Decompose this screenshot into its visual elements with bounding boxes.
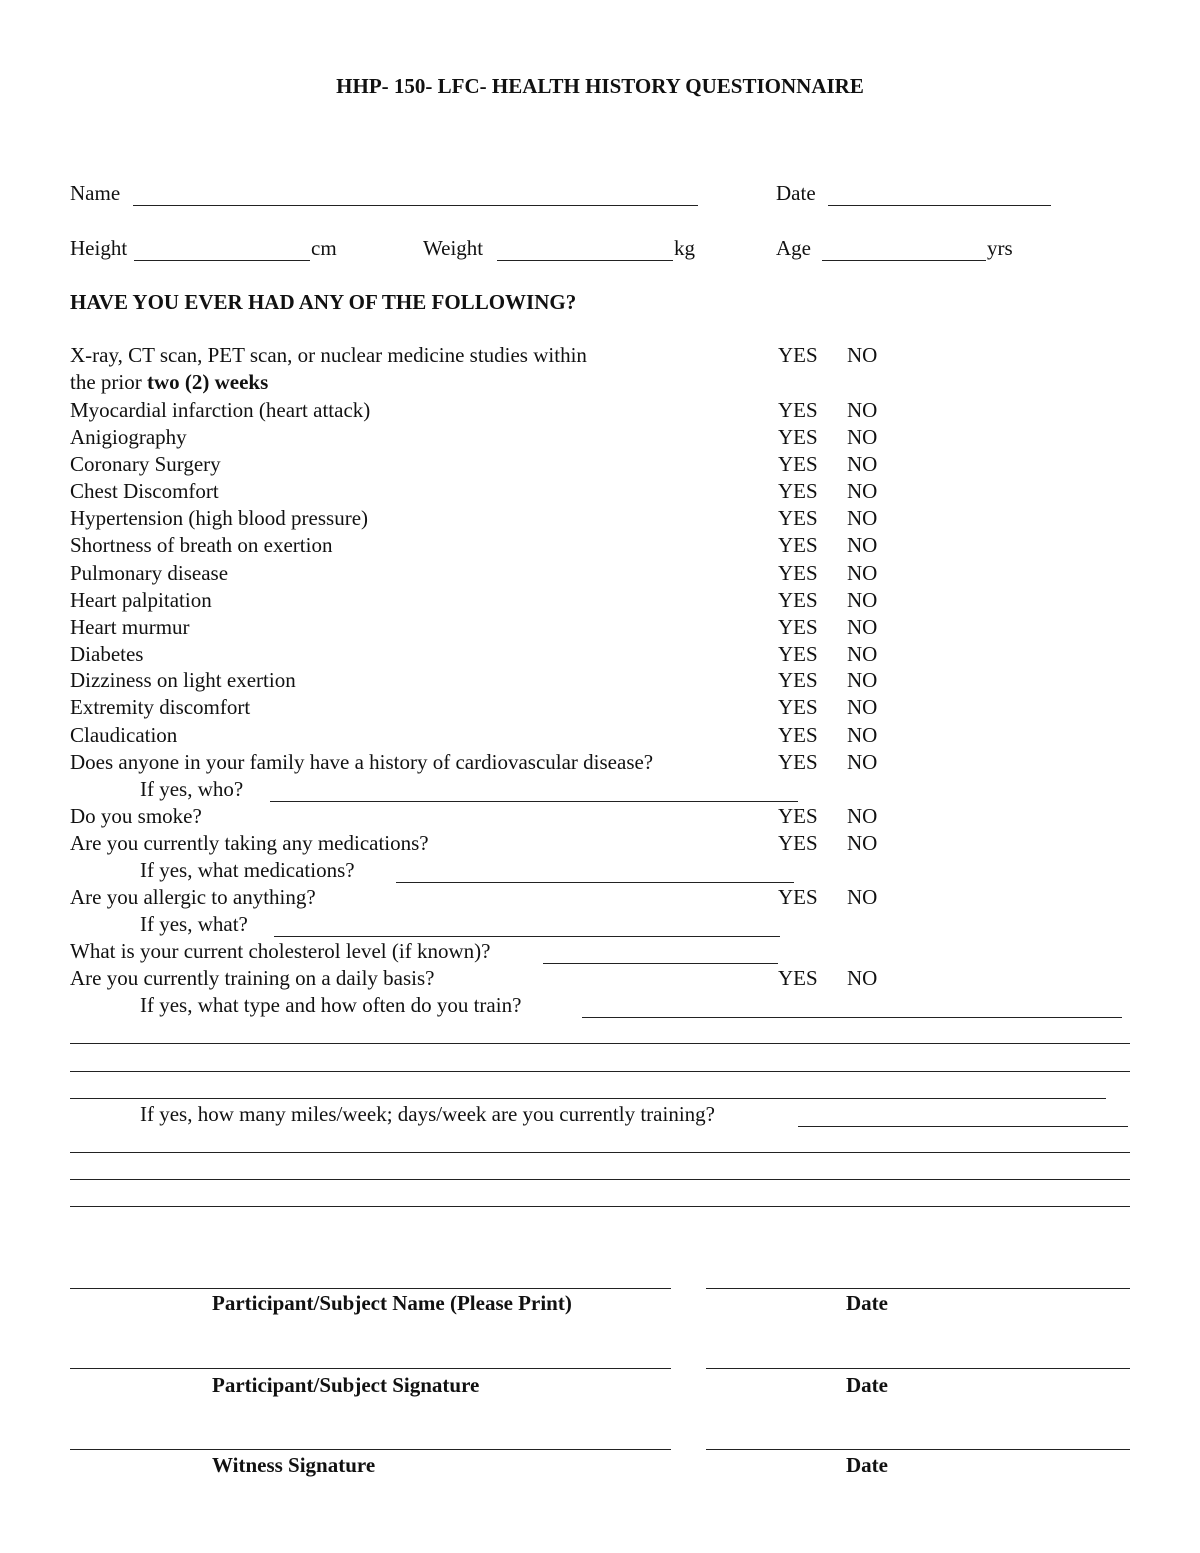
question-item: Hypertension (high blood pressure): [70, 506, 369, 530]
age-unit: yrs: [987, 236, 1013, 260]
question-item: Chest Discomfort: [70, 479, 219, 503]
witness-signature-field[interactable]: [70, 1449, 671, 1450]
if-yes-what-label: If yes, what?: [140, 912, 248, 936]
no-option[interactable]: NO: [847, 642, 878, 666]
no-option[interactable]: NO: [847, 750, 878, 774]
no-option[interactable]: NO: [847, 561, 878, 585]
height-unit: cm: [311, 236, 337, 260]
no-option[interactable]: NO: [847, 966, 878, 990]
yes-option[interactable]: YES: [778, 561, 818, 585]
date-label: Date: [846, 1453, 888, 1477]
height-field[interactable]: [134, 260, 310, 261]
question-xray-line1: X-ray, CT scan, PET scan, or nuclear medicine studies within: [70, 343, 587, 367]
height-label: Height: [70, 236, 128, 260]
if-yes-who-label: If yes, who?: [140, 777, 244, 801]
question-item: Myocardial infarction (heart attack): [70, 398, 371, 422]
question-cholesterol: What is your current cholesterol level (if known)?: [70, 939, 491, 963]
if-yes-what-field[interactable]: [274, 936, 780, 937]
name-label: Name: [70, 181, 121, 205]
yes-option[interactable]: YES: [778, 479, 818, 503]
yes-option[interactable]: YES: [778, 750, 818, 774]
question-item: Shortness of breath on exertion: [70, 533, 333, 557]
question-allergic: Are you allergic to anything?: [70, 885, 316, 909]
date-label: Date: [846, 1373, 888, 1397]
no-option[interactable]: NO: [847, 885, 878, 909]
participant-name-date-field[interactable]: [706, 1288, 1130, 1289]
question-item: Does anyone in your family have a history of cardiovascular disease?: [70, 750, 654, 774]
question-item: Pulmonary disease: [70, 561, 229, 585]
yes-option[interactable]: YES: [778, 831, 818, 855]
question-training: Are you currently training on a daily basis?: [70, 966, 435, 990]
date-label: Date: [846, 1291, 888, 1315]
question-xray-bold: two (2) weeks: [146, 370, 269, 394]
cholesterol-field[interactable]: [543, 963, 778, 964]
yes-option[interactable]: YES: [778, 452, 818, 476]
question-xray-prefix: the prior: [70, 370, 147, 394]
no-option[interactable]: NO: [847, 831, 878, 855]
yes-option[interactable]: YES: [778, 885, 818, 909]
miles-field[interactable]: [798, 1126, 1128, 1127]
question-item: Heart murmur: [70, 615, 190, 639]
date-field[interactable]: [828, 205, 1051, 206]
no-option[interactable]: NO: [847, 398, 878, 422]
question-item: Heart palpitation: [70, 588, 212, 612]
witness-signature-date-field[interactable]: [706, 1449, 1130, 1450]
question-item: Extremity discomfort: [70, 695, 251, 719]
no-option[interactable]: NO: [847, 804, 878, 828]
no-option[interactable]: NO: [847, 479, 878, 503]
participant-signature-label: Participant/Subject Signature: [212, 1373, 480, 1397]
no-option[interactable]: NO: [847, 343, 878, 367]
no-option[interactable]: NO: [847, 425, 878, 449]
yes-option[interactable]: YES: [778, 506, 818, 530]
weight-label: Weight: [423, 236, 484, 260]
participant-name-field[interactable]: [70, 1288, 671, 1289]
question-smoke: Do you smoke?: [70, 804, 202, 828]
no-option[interactable]: NO: [847, 695, 878, 719]
miles-line[interactable]: [70, 1206, 1130, 1207]
miles-line[interactable]: [70, 1179, 1130, 1180]
if-yes-training-type-label: If yes, what type and how often do you train?: [140, 993, 522, 1017]
question-item: Coronary Surgery: [70, 452, 221, 476]
no-option[interactable]: NO: [847, 452, 878, 476]
question-item: Anigiography: [70, 425, 187, 449]
if-yes-miles-label: If yes, how many miles/week; days/week are you currently training?: [140, 1102, 715, 1126]
date-label: Date: [776, 181, 816, 205]
yes-option[interactable]: YES: [778, 615, 818, 639]
miles-line[interactable]: [70, 1152, 1130, 1153]
question-item: Dizziness on light exertion: [70, 668, 296, 692]
yes-option[interactable]: YES: [778, 398, 818, 422]
yes-option[interactable]: YES: [778, 695, 818, 719]
weight-field[interactable]: [497, 260, 673, 261]
question-item: Claudication: [70, 723, 178, 747]
no-option[interactable]: NO: [847, 506, 878, 530]
if-yes-medications-field[interactable]: [396, 882, 794, 883]
question-item: Diabetes: [70, 642, 144, 666]
yes-option[interactable]: YES: [778, 533, 818, 557]
section-heading: HAVE YOU EVER HAD ANY OF THE FOLLOWING?: [70, 290, 577, 314]
page-title: HHP- 150- LFC- HEALTH HISTORY QUESTIONNAIRE: [336, 74, 864, 98]
question-medications: Are you currently taking any medications?: [70, 831, 429, 855]
yes-option[interactable]: YES: [778, 425, 818, 449]
yes-option[interactable]: YES: [778, 668, 818, 692]
yes-option[interactable]: YES: [778, 804, 818, 828]
participant-signature-date-field[interactable]: [706, 1368, 1130, 1369]
question-xray-line2: [70, 370, 268, 394]
name-field[interactable]: [133, 205, 698, 206]
no-option[interactable]: NO: [847, 533, 878, 557]
weight-unit: kg: [674, 236, 695, 260]
participant-name-label: Participant/Subject Name (Please Print): [212, 1291, 572, 1315]
training-type-line[interactable]: [70, 1043, 1130, 1044]
yes-option[interactable]: YES: [778, 723, 818, 747]
training-type-line[interactable]: [70, 1071, 1130, 1072]
witness-signature-label: Witness Signature: [212, 1453, 376, 1477]
no-option[interactable]: NO: [847, 668, 878, 692]
yes-option[interactable]: YES: [778, 642, 818, 666]
training-type-line[interactable]: [70, 1098, 1106, 1099]
yes-option[interactable]: YES: [778, 343, 818, 367]
if-yes-who-field[interactable]: [270, 801, 798, 802]
training-type-field[interactable]: [582, 1017, 1122, 1018]
if-yes-medications-label: If yes, what medications?: [140, 858, 355, 882]
no-option[interactable]: NO: [847, 723, 878, 747]
participant-signature-field[interactable]: [70, 1368, 671, 1369]
no-option[interactable]: NO: [847, 615, 878, 639]
age-field[interactable]: [822, 260, 986, 261]
age-label: Age: [776, 236, 811, 260]
no-option[interactable]: NO: [847, 588, 878, 612]
yes-option[interactable]: YES: [778, 966, 818, 990]
yes-option[interactable]: YES: [778, 588, 818, 612]
